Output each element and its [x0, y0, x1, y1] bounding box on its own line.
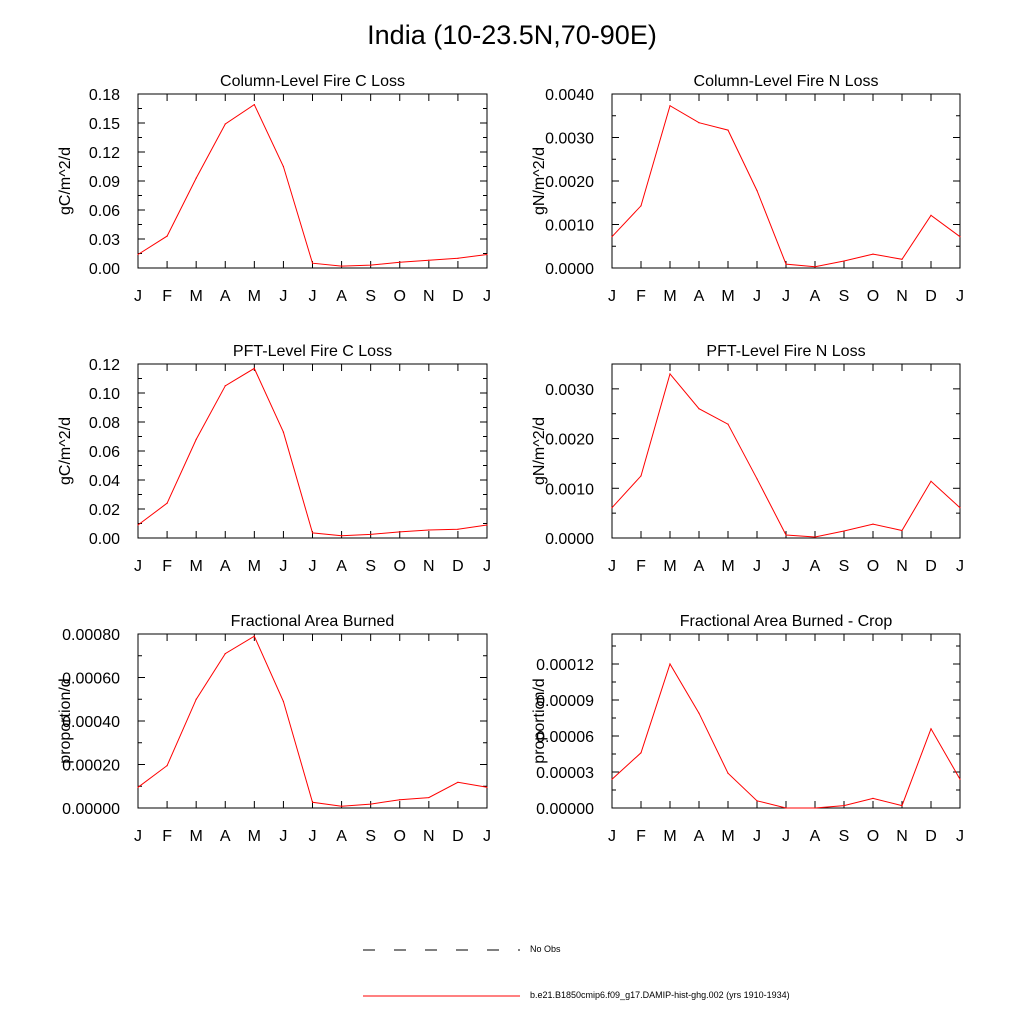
- data-point: [486, 524, 487, 525]
- x-tick-label: N: [896, 558, 908, 575]
- data-point: [428, 797, 429, 798]
- x-tick-label: F: [162, 828, 172, 845]
- x-tick-label: N: [423, 558, 435, 575]
- x-tick-label: O: [866, 288, 880, 305]
- y-tick-label: 0.00000: [536, 801, 594, 818]
- data-point: [698, 713, 699, 714]
- x-tick-label: F: [636, 288, 646, 305]
- x-tick-label: M: [189, 558, 203, 575]
- data-point: [370, 265, 371, 266]
- data-point: [640, 205, 641, 206]
- y-tick-label: 0.00006: [536, 729, 594, 746]
- y-axis-label: gC/m^2/d: [57, 147, 74, 215]
- x-tick-label: N: [423, 828, 435, 845]
- data-point: [901, 805, 902, 806]
- data-point: [959, 779, 960, 780]
- y-tick-label: 0.00012: [536, 657, 594, 674]
- data-point: [611, 507, 612, 508]
- x-tick-label: A: [809, 828, 821, 845]
- data-point: [283, 166, 284, 167]
- data-point: [785, 534, 786, 535]
- y-tick-label: 0.12: [88, 145, 120, 162]
- y-tick-label: 0.0030: [545, 130, 594, 148]
- x-tick-label: J: [782, 288, 790, 305]
- data-point: [254, 368, 255, 369]
- data-point: [930, 728, 931, 729]
- data-point: [669, 663, 670, 664]
- y-axis-label: proportion/d: [57, 678, 74, 764]
- data-point: [341, 535, 342, 536]
- data-point: [283, 701, 284, 702]
- y-tick-label: 0.00: [88, 261, 120, 278]
- data-point: [727, 773, 728, 774]
- data-point: [756, 800, 757, 801]
- data-point: [930, 215, 931, 216]
- chart-panel-6: [531, 613, 964, 845]
- x-tick-label: J: [956, 828, 964, 845]
- x-tick-label: J: [483, 828, 491, 845]
- data-point: [669, 105, 670, 106]
- chart-panel-5: [57, 613, 491, 845]
- data-point: [341, 265, 342, 266]
- data-point: [254, 636, 255, 637]
- y-tick-label: 0.0010: [545, 481, 594, 499]
- data-point: [166, 765, 167, 766]
- y-axis-label: gN/m^2/d: [531, 417, 548, 485]
- data-point: [930, 481, 931, 482]
- x-tick-label: M: [663, 558, 677, 575]
- legend: [0, 930, 1024, 1020]
- x-tick-label: M: [189, 288, 203, 305]
- data-point: [137, 524, 138, 525]
- data-point: [225, 385, 226, 386]
- x-tick-label: A: [336, 828, 347, 845]
- x-tick-label: J: [134, 828, 142, 845]
- x-tick-label: J: [134, 558, 142, 575]
- x-tick-label: A: [693, 558, 705, 575]
- x-tick-label: N: [896, 288, 908, 305]
- data-point: [611, 236, 612, 237]
- series-line-1: [612, 664, 960, 808]
- data-point: [843, 805, 844, 806]
- x-tick-label: J: [608, 558, 616, 575]
- data-point: [785, 263, 786, 264]
- x-tick-label: J: [483, 288, 491, 305]
- x-tick-label: M: [663, 288, 677, 305]
- x-tick-label: A: [219, 558, 231, 575]
- data-point: [872, 798, 873, 799]
- x-tick-label: J: [753, 828, 761, 845]
- data-point: [457, 782, 458, 783]
- data-point: [727, 130, 728, 131]
- data-point: [486, 254, 487, 255]
- data-point: [370, 534, 371, 535]
- x-tick-label: F: [162, 288, 172, 305]
- x-tick-label: M: [721, 558, 735, 575]
- x-tick-label: D: [452, 828, 464, 845]
- x-tick-label: M: [663, 828, 677, 845]
- data-point: [166, 503, 167, 504]
- y-tick-label: 0.0000: [545, 261, 594, 278]
- data-point: [312, 532, 313, 533]
- plot-frame: [612, 94, 960, 268]
- x-tick-label: N: [896, 828, 908, 845]
- data-point: [283, 432, 284, 433]
- data-point: [341, 806, 342, 807]
- data-point: [399, 262, 400, 263]
- x-tick-label: A: [219, 828, 231, 845]
- data-point: [756, 190, 757, 191]
- main-title: India (10-23.5N,70-90E): [367, 20, 657, 50]
- data-point: [137, 254, 138, 255]
- x-tick-label: J: [782, 558, 790, 575]
- data-point: [901, 530, 902, 531]
- x-tick-label: M: [247, 558, 261, 575]
- data-point: [399, 531, 400, 532]
- y-tick-label: 0.04: [88, 473, 120, 490]
- data-point: [312, 263, 313, 264]
- y-axis-label: gC/m^2/d: [57, 417, 74, 485]
- data-point: [872, 523, 873, 524]
- y-tick-label: 0.15: [88, 116, 120, 133]
- series-line-1: [138, 636, 487, 806]
- x-tick-label: J: [753, 558, 761, 575]
- x-tick-label: J: [956, 288, 964, 305]
- y-axis-label: gN/m^2/d: [531, 147, 548, 215]
- x-tick-label: A: [693, 828, 705, 845]
- plot-frame: [138, 364, 487, 538]
- x-tick-label: J: [308, 288, 317, 305]
- x-tick-label: J: [753, 288, 761, 305]
- data-point: [611, 779, 612, 780]
- data-point: [727, 424, 728, 425]
- x-tick-label: A: [219, 288, 231, 305]
- data-point: [225, 653, 226, 654]
- x-tick-label: A: [809, 558, 821, 575]
- x-tick-label: N: [423, 288, 435, 305]
- y-tick-label: 0.00060: [62, 670, 120, 688]
- data-point: [486, 787, 487, 788]
- data-point: [225, 123, 226, 124]
- data-point: [428, 529, 429, 530]
- data-point: [640, 752, 641, 753]
- data-point: [640, 475, 641, 476]
- data-point: [901, 259, 902, 260]
- data-point: [872, 253, 873, 254]
- x-tick-label: M: [721, 828, 735, 845]
- y-tick-label: 0.0020: [545, 431, 594, 449]
- y-tick-label: 0.10: [88, 386, 120, 403]
- data-point: [959, 236, 960, 237]
- chart-panel-4: [531, 343, 964, 575]
- series-line-1: [138, 368, 487, 535]
- x-tick-label: A: [693, 288, 705, 305]
- x-tick-label: M: [247, 288, 261, 305]
- data-point: [843, 260, 844, 261]
- chart-title: PFT-Level Fire C Loss: [232, 343, 393, 360]
- legend-label-model: b.e21.B1850cmip6.f09_g17.DAMIP-hist-ghg.002 (yrs 1910-1934): [530, 990, 790, 1000]
- chart-title: Fractional Area Burned: [230, 613, 395, 630]
- y-tick-label: 0.00003: [536, 765, 594, 782]
- chart-title: Fractional Area Burned - Crop: [679, 613, 893, 630]
- chart-title: Column-Level Fire N Loss: [693, 73, 879, 90]
- x-tick-label: O: [866, 558, 880, 575]
- x-tick-label: S: [365, 828, 377, 845]
- x-tick-label: J: [608, 828, 616, 845]
- y-tick-label: 0.02: [88, 502, 120, 519]
- data-point: [698, 122, 699, 123]
- x-tick-label: D: [925, 828, 937, 845]
- y-tick-label: 0.08: [88, 415, 120, 432]
- data-point: [457, 529, 458, 530]
- series-line-1: [612, 106, 960, 267]
- data-point: [669, 373, 670, 374]
- data-point: [196, 178, 197, 179]
- x-tick-label: D: [925, 558, 937, 575]
- x-tick-label: J: [279, 288, 288, 305]
- chart-panel-1: [57, 73, 491, 305]
- y-tick-label: 0.03: [88, 232, 120, 249]
- y-tick-label: 0.06: [88, 203, 120, 220]
- data-point: [196, 699, 197, 700]
- x-tick-label: O: [393, 288, 406, 305]
- data-point: [370, 803, 371, 804]
- chart-panel-3: [57, 343, 491, 575]
- x-tick-label: J: [956, 558, 964, 575]
- x-tick-label: S: [365, 558, 377, 575]
- plot-frame: [612, 364, 960, 538]
- x-tick-label: F: [636, 558, 646, 575]
- data-point: [843, 530, 844, 531]
- x-tick-label: J: [279, 558, 288, 575]
- y-tick-label: 0.09: [88, 174, 120, 191]
- data-point: [457, 258, 458, 259]
- y-tick-label: 0.00000: [62, 801, 120, 818]
- series-line-1: [612, 374, 960, 537]
- series-line-1: [138, 105, 487, 267]
- data-point: [254, 104, 255, 105]
- data-point: [196, 439, 197, 440]
- y-tick-label: 0.0040: [545, 87, 594, 104]
- x-tick-label: S: [365, 288, 377, 305]
- y-tick-label: 0.00040: [62, 714, 120, 731]
- data-point: [814, 807, 815, 808]
- x-tick-label: A: [809, 288, 821, 305]
- data-point: [698, 408, 699, 409]
- x-tick-label: O: [393, 828, 406, 845]
- chart-panel-2: [531, 73, 964, 305]
- x-tick-label: M: [247, 828, 261, 845]
- data-point: [137, 787, 138, 788]
- x-tick-label: O: [393, 558, 406, 575]
- x-tick-label: M: [721, 288, 735, 305]
- x-tick-label: F: [636, 828, 646, 845]
- plot-frame: [138, 94, 487, 268]
- y-tick-label: 0.0030: [545, 381, 594, 399]
- y-tick-label: 0.06: [88, 444, 120, 461]
- y-tick-label: 0.00: [88, 531, 120, 548]
- x-tick-label: D: [925, 288, 937, 305]
- data-point: [959, 507, 960, 508]
- x-tick-label: D: [452, 558, 464, 575]
- x-tick-label: A: [336, 558, 347, 575]
- chart-title: Column-Level Fire C Loss: [220, 73, 405, 90]
- data-point: [756, 478, 757, 479]
- y-tick-label: 0.12: [88, 357, 120, 374]
- y-tick-label: 0.0010: [545, 217, 594, 235]
- x-tick-label: S: [838, 558, 850, 575]
- x-tick-label: J: [483, 558, 491, 575]
- data-point: [428, 260, 429, 261]
- x-tick-label: J: [279, 828, 288, 845]
- y-axis-label: proportion/d: [531, 678, 548, 764]
- chart-title: PFT-Level Fire N Loss: [706, 343, 866, 360]
- data-point: [785, 807, 786, 808]
- data-point: [166, 236, 167, 237]
- x-tick-label: J: [134, 288, 142, 305]
- x-tick-label: S: [838, 288, 850, 305]
- x-tick-label: J: [308, 828, 317, 845]
- x-tick-label: M: [189, 828, 203, 845]
- x-tick-label: A: [336, 288, 347, 305]
- x-tick-label: O: [866, 828, 880, 845]
- x-tick-label: J: [308, 558, 317, 575]
- y-tick-label: 0.00020: [62, 757, 120, 775]
- y-tick-label: 0.0020: [545, 174, 594, 191]
- x-tick-label: D: [452, 288, 464, 305]
- y-tick-label: 0.00080: [62, 627, 120, 644]
- data-point: [814, 536, 815, 537]
- plot-frame: [138, 634, 487, 808]
- y-tick-label: 0.00009: [536, 693, 594, 710]
- x-tick-label: F: [162, 558, 172, 575]
- data-point: [399, 799, 400, 800]
- data-point: [814, 266, 815, 267]
- x-tick-label: J: [782, 828, 790, 845]
- data-point: [312, 802, 313, 803]
- y-tick-label: 0.0000: [545, 531, 594, 548]
- y-tick-label: 0.18: [88, 87, 120, 104]
- x-tick-label: J: [608, 288, 616, 305]
- legend-label-no-obs: No Obs: [530, 944, 561, 954]
- x-tick-label: S: [838, 828, 850, 845]
- plot-frame: [612, 634, 960, 808]
